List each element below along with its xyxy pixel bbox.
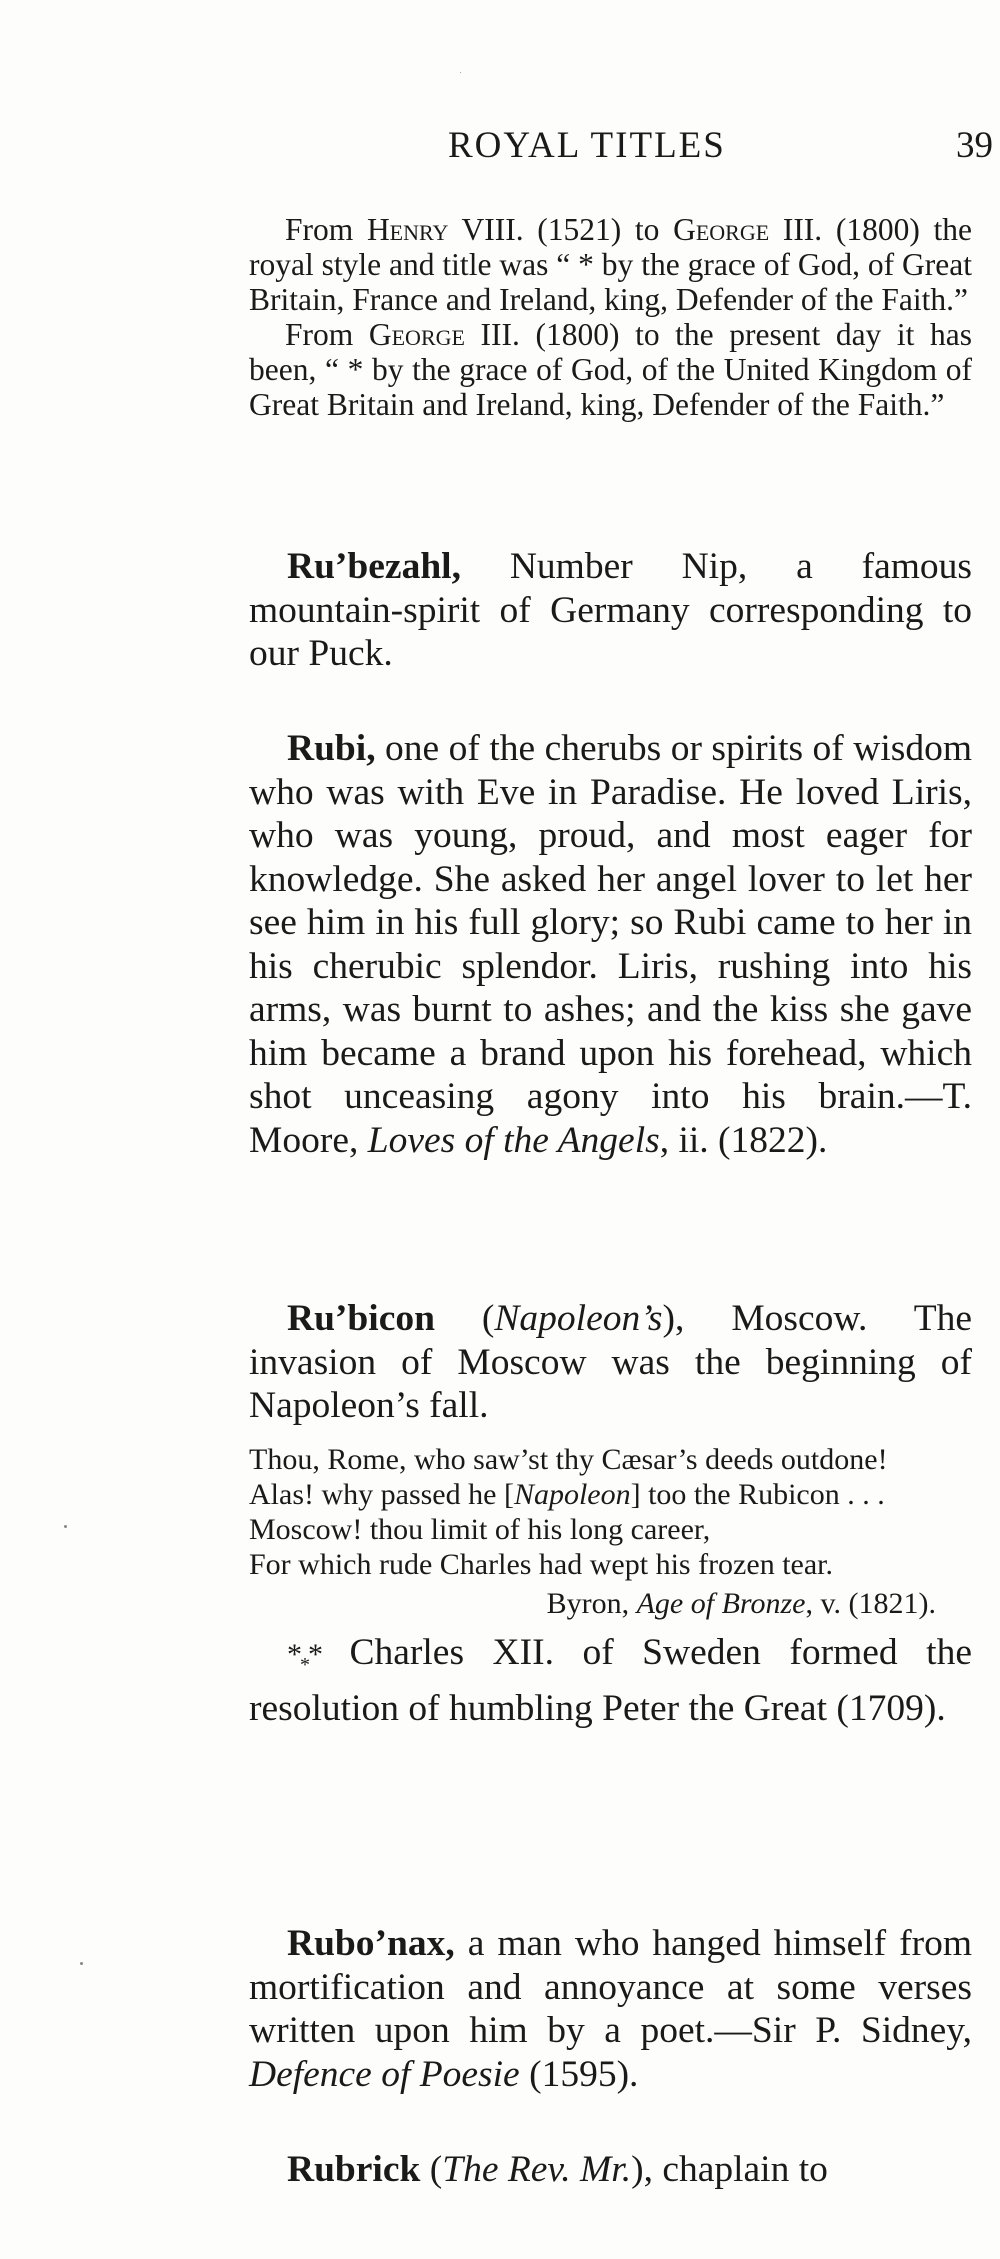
entry-rubicon: Ru’bicon (Napoleon’s), Moscow. The invasion of Moscow was the beginning of Napoleon’s fall. Thou, Rome, who saw’st thy Cæsar’s deeds outdone! Alas! why passed he [Napoleon] too the Rubicon . . . Moscow! thou limit of his long career, For which rude Charles had wept his frozen tear. Byron, Age of Bronze, v. (1821). $*_**$ Charles XII. of Sweden formed the resolution of humbling Peter the Great (1709). <box>249 1298 972 1729</box>
work-title: Defence of Poesie <box>249 2053 520 2095</box>
entry-rubrick: Rubrick (The Rev. Mr.), chaplain to <box>287 2149 828 2190</box>
asterism-icon: $*_**$ <box>287 1637 321 1676</box>
headword: Ru’bicon <box>287 1298 435 1339</box>
headword: Rubo’nax, <box>287 1923 455 1964</box>
intro-paragraph-2: From George III. (1800) to the present day it has been, “ * by the grace of God, of the United Kingdom of Great Britain and Ireland, king, Defender of the Faith.” <box>249 317 973 422</box>
entry-rubezahl <box>249 545 972 676</box>
entry-text: chaplain to <box>662 2149 828 2190</box>
page-number: 39 <box>956 125 993 166</box>
entry-text: one of the cherubs or spirits of wisdom who was with Eve in Paradise. He loved Liris, who was young, proud, and most eager for knowledge. She asked her angel lover to let her see him in his full glory; so Rubi came to her in his cherubic splendor. Liris, rushing into his arms, was burnt to ashes; and the kiss she gave him became a brand upon his forehead, which shot unceasing agony into his brain.—T. Moore, <box>249 728 972 1161</box>
paper-speck <box>80 1962 83 1965</box>
entry-rubonax: Rubo’nax, a man who hanged himself from mortification and annoyance at some verses written upon him by a poet.—Sir P. Sidney, Defence of Poesie (1595). <box>249 1923 972 2095</box>
running-title: ROYAL TITLES <box>448 125 726 166</box>
editorial-note: $*_**$ Charles XII. of Sweden formed the resolution of humbling Peter the Great (1709). <box>249 1631 972 1729</box>
headword: Ru’bezahl, <box>287 546 461 587</box>
page-header <box>0 124 1000 170</box>
verse-line: Thou, Rome, who saw’st thy Cæsar’s deeds outdone! <box>249 1442 888 1476</box>
verse-line: Alas! why passed he [Napoleon] too the Rubicon . . . <box>249 1477 885 1511</box>
headword: Rubrick <box>287 2149 421 2190</box>
verse-quotation <box>249 1442 972 1621</box>
intro-royal-titles <box>249 212 972 422</box>
headword: Rubi, <box>287 728 376 769</box>
verse-citation: Byron, Age of Bronze, v. (1821). <box>546 1586 936 1620</box>
entry-text: Moscow. The invasion of Moscow was the beginning of Napoleon’s fall. <box>249 1298 972 1426</box>
entry-text: a man who hanged himself from mortification and annoyance at some verses written upon him by a poet.—Sir P. Sidney, <box>249 1923 972 2051</box>
verse-line: For which rude Charles had wept his frozen tear. <box>249 1547 833 1581</box>
work-title: Loves of the Angels <box>367 1119 660 1161</box>
paper-speck <box>460 72 461 73</box>
intro-paragraph-1: From Henry VIII. (1521) to George III. (1800) the royal style and title was “ * by the grace of God, of Great Britain, France and Ireland, king, Defender of the Faith.” <box>249 212 972 317</box>
paper-speck <box>64 1525 67 1528</box>
entry-rubi: Rubi, one of the cherubs or spirits of wisdom who was with Eve in Paradise. He loved Liris, who was young, proud, and most eager for knowledge. She asked her angel lover to let her see him in his full glory; so Rubi came to her in his cherubic splendor. Liris, rushing into his arms, was burnt to ashes; and the kiss she gave him became a brand upon his forehead, which shot unceasing agony into his brain.—T. Moore, Loves of the Angels, ii. (1822). <box>249 728 972 1161</box>
entry-text: Number Nip, a famous mountain-spirit of Germany corresponding to our Puck. <box>249 546 972 674</box>
verse-line: Moscow! thou limit of his long career, <box>249 1512 711 1546</box>
